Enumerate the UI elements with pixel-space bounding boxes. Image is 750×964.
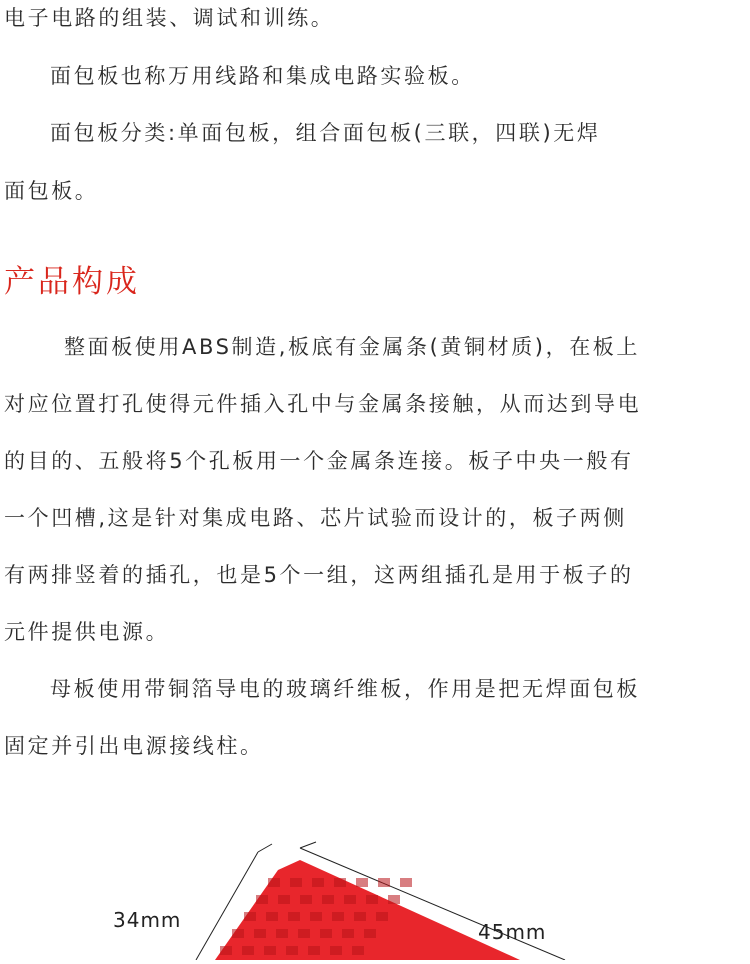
paragraph-1-line-1: 整面板使用ABS制造,板底有金属条(黄铜材质)，在板上 bbox=[64, 335, 640, 359]
breadboard-hole bbox=[344, 895, 356, 904]
paragraph-1-line-4: 一个凹槽,这是针对集成电路、芯片试验而设计的，板子两侧 bbox=[4, 506, 627, 530]
breadboard-hole bbox=[322, 895, 334, 904]
breadboard-hole bbox=[364, 929, 376, 938]
section-heading: 产品构成 bbox=[4, 264, 140, 300]
breadboard-hole bbox=[278, 895, 290, 904]
breadboard-hole bbox=[254, 929, 266, 938]
breadboard-hole bbox=[330, 946, 342, 955]
breadboard-hole bbox=[320, 929, 332, 938]
breadboard-hole bbox=[242, 946, 254, 955]
paragraph-2-line-2: 固定并引出电源接线柱。 bbox=[4, 734, 264, 758]
breadboard-hole bbox=[286, 946, 298, 955]
breadboard-hole bbox=[310, 912, 322, 921]
intro-line-1: 电子电路的组装、调试和训练。 bbox=[4, 6, 335, 30]
breadboard-hole bbox=[256, 895, 268, 904]
paragraph-1-line-2: 对应位置打孔使得元件插入孔中与金属条接触，从而达到导电 bbox=[4, 392, 642, 416]
breadboard-hole bbox=[308, 946, 320, 955]
breadboard-drawing bbox=[0, 830, 750, 960]
breadboard-hole bbox=[356, 878, 368, 887]
breadboard-hole bbox=[342, 929, 354, 938]
breadboard-illustration bbox=[0, 830, 750, 960]
breadboard-hole bbox=[264, 946, 276, 955]
paragraph-1-line-5: 有两排竖着的插孔，也是5个一组，这两组插孔是用于板子的 bbox=[4, 563, 634, 587]
breadboard-hole bbox=[352, 946, 364, 955]
breadboard-hole bbox=[354, 912, 366, 921]
paragraph-1-line-3: 的目的、五般将5个孔板用一个金属条连接。板子中央一般有 bbox=[4, 449, 634, 473]
breadboard-hole bbox=[312, 878, 324, 887]
intro-line-2: 面包板也称万用线路和集成电路实验板。 bbox=[50, 64, 475, 88]
breadboard-hole bbox=[288, 912, 300, 921]
breadboard-hole bbox=[376, 912, 388, 921]
breadboard-hole bbox=[268, 878, 280, 887]
breadboard-hole bbox=[334, 878, 346, 887]
intro-line-4: 面包板。 bbox=[4, 179, 99, 203]
dimension-left-label: 34mm bbox=[113, 908, 182, 932]
breadboard-hole bbox=[388, 895, 400, 904]
breadboard-hole bbox=[366, 895, 378, 904]
intro-line-3: 面包板分类:单面包板，组合面包板(三联，四联)无焊 bbox=[50, 121, 601, 145]
breadboard-hole bbox=[332, 912, 344, 921]
breadboard-body bbox=[215, 860, 520, 960]
breadboard-hole bbox=[244, 912, 256, 921]
breadboard-hole bbox=[300, 895, 312, 904]
breadboard-hole bbox=[400, 878, 412, 887]
breadboard-hole bbox=[378, 878, 390, 887]
breadboard-hole bbox=[220, 946, 232, 955]
paragraph-1-line-6: 元件提供电源。 bbox=[4, 620, 170, 644]
breadboard-hole bbox=[266, 912, 278, 921]
breadboard-hole bbox=[276, 929, 288, 938]
breadboard-hole bbox=[298, 929, 310, 938]
breadboard-hole bbox=[290, 878, 302, 887]
breadboard-hole bbox=[232, 929, 244, 938]
dimension-right-label: 45mm bbox=[478, 920, 547, 944]
paragraph-2-line-1: 母板使用带铜箔导电的玻璃纤维板，作用是把无焊面包板 bbox=[50, 677, 640, 701]
